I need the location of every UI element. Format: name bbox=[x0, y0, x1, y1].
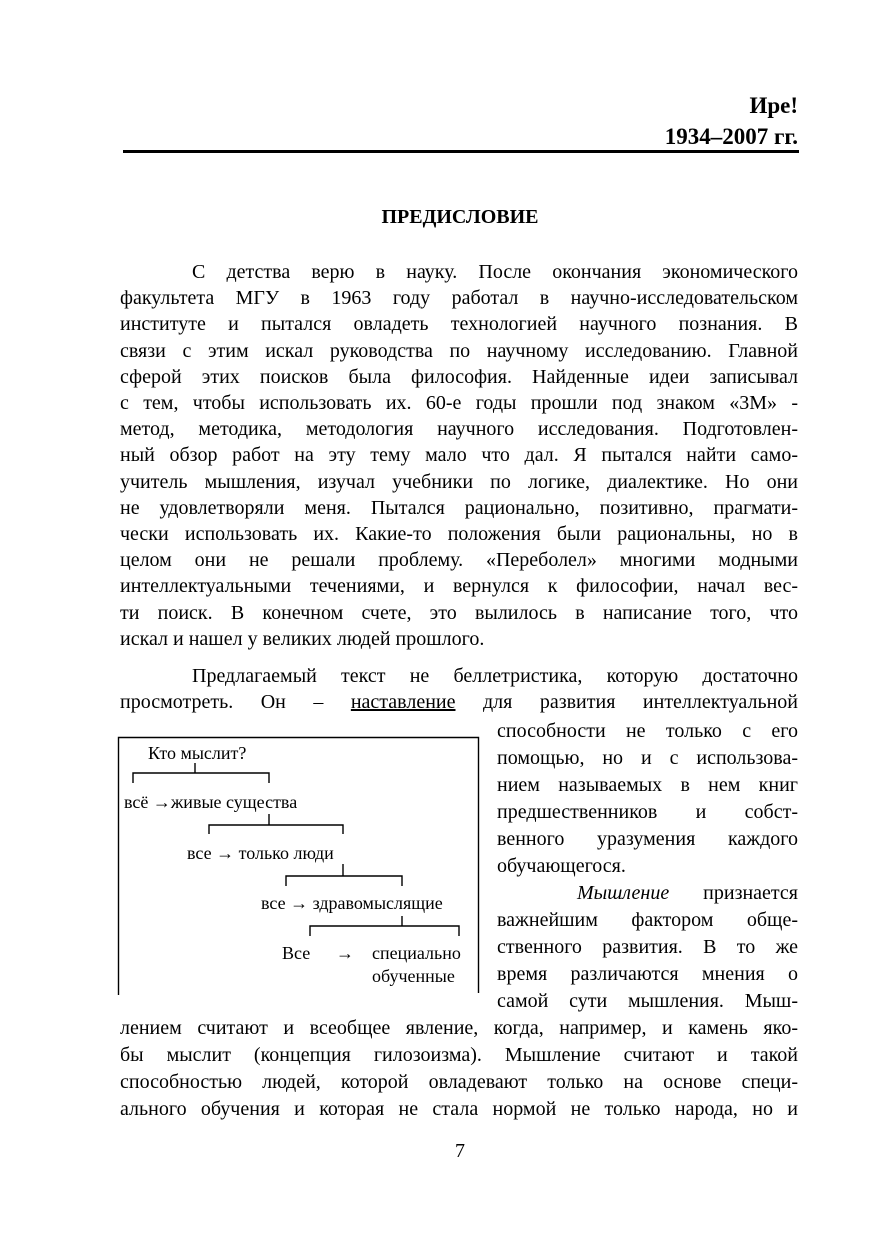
text-line: лением считают и всеобщее явление, когда, например, и камень яко- bbox=[120, 1017, 798, 1039]
thinking-hierarchy-diagram bbox=[116, 735, 482, 995]
diagram-level-4-right: специально bbox=[372, 943, 461, 963]
text-segment: просмотреть. Он – bbox=[120, 691, 351, 714]
text-line: ный обзор работ на эту тему мало что дал. Я пытался найти само- bbox=[120, 444, 798, 467]
text-line: бы мыслит (концепция гилозоизма). Мышление считают и такой bbox=[120, 1044, 798, 1066]
page-number: 7 bbox=[455, 1140, 465, 1162]
text-line: ти поиск. В конечном счете, это вылилось в написание того, что bbox=[120, 601, 798, 624]
text-line: метод, методика, методология научного исследования. Подготовлен- bbox=[120, 418, 798, 441]
diagram-level-3: все → здравомыслящие bbox=[261, 893, 443, 913]
text-line bbox=[120, 689, 798, 715]
text-line: чески использовать их. Какие-то положения были рациональны, но в bbox=[120, 523, 798, 545]
text-line: целом они не решали проблему. «Переболел» многими модными bbox=[120, 549, 798, 572]
text-line: факультета МГУ в 1963 году работал в научно-исследовательском bbox=[120, 287, 798, 310]
diagram-level-2: все → только люди bbox=[187, 843, 334, 863]
running-header bbox=[665, 90, 798, 152]
text-line: венного уразумения каждого bbox=[497, 828, 798, 850]
connector-bracket bbox=[310, 926, 459, 936]
text-line: самой сути мышления. Мыш- bbox=[497, 990, 798, 1012]
diagram-level-1: всё →живые существа bbox=[124, 792, 298, 812]
text-line: сферой этих поисков была философия. Найденные идеи записывал bbox=[120, 365, 798, 388]
header-dedication: Ире! bbox=[749, 93, 798, 118]
diagram-level-4-arrow: → bbox=[336, 943, 354, 963]
text-segment: признается bbox=[669, 882, 798, 904]
text-line: С детства верю в науку. После окончания экономического bbox=[192, 261, 798, 283]
diagram-level-4-right-2: обученные bbox=[372, 966, 455, 986]
diagram-level-4-left: Все bbox=[282, 943, 311, 963]
text-line: ального обучения и которая не стала нормой не только народа, но и bbox=[120, 1098, 798, 1120]
italic-term: Мышление bbox=[577, 882, 670, 904]
text-line: ственного развития. В то же bbox=[497, 936, 798, 958]
text-line: обучающегося. bbox=[497, 855, 626, 877]
diagram-question: Кто мыслит? bbox=[148, 743, 247, 763]
underlined-term: наставление bbox=[350, 691, 456, 714]
text-line: с тем, чтобы использовать их. 60-е годы прошли под знаком «3М» - bbox=[120, 392, 798, 414]
text-line: не удовлетворяли меня. Пытался рационально, позитивно, прагмати- bbox=[120, 496, 798, 519]
text-line: важнейшим фактором обще- bbox=[497, 909, 798, 931]
text-line: помощью, но и с использова- bbox=[497, 747, 798, 769]
text-line: способностью людей, которой овладевают только на основе специ- bbox=[120, 1071, 798, 1093]
text-line: Предлагаемый текст не беллетристика, которую достаточно bbox=[192, 665, 798, 687]
text-line: нием называемых в нем книг bbox=[497, 774, 798, 796]
text-line: искал и нашел у великих людей прошлого. bbox=[120, 627, 485, 650]
connector-bracket bbox=[133, 773, 269, 783]
text-line: институте и пытался овладеть технологией научного познания. В bbox=[120, 313, 798, 336]
page-title: ПРЕДИСЛОВИЕ bbox=[381, 206, 539, 228]
header-rule bbox=[123, 150, 799, 153]
text-line: интеллектуальными течениями, и вернулся к философии, начал вес- bbox=[120, 575, 798, 598]
text-line: время различаются мнения о bbox=[497, 963, 798, 985]
text-line: предшественников и собст- bbox=[497, 801, 798, 823]
text-line bbox=[577, 880, 798, 906]
text-line: учитель мышления, изучал учебники по логике, диалектике. Но они bbox=[120, 470, 798, 493]
header-years: 1934–2007 гг. bbox=[664, 124, 798, 149]
text-line: связи с этим искал руководства по научному исследованию. Главной bbox=[120, 339, 798, 362]
text-line: способности не только с его bbox=[497, 720, 798, 742]
connector-bracket bbox=[286, 876, 402, 886]
connector-bracket bbox=[209, 825, 343, 834]
text-segment: для развития интеллектуальной bbox=[455, 691, 798, 714]
